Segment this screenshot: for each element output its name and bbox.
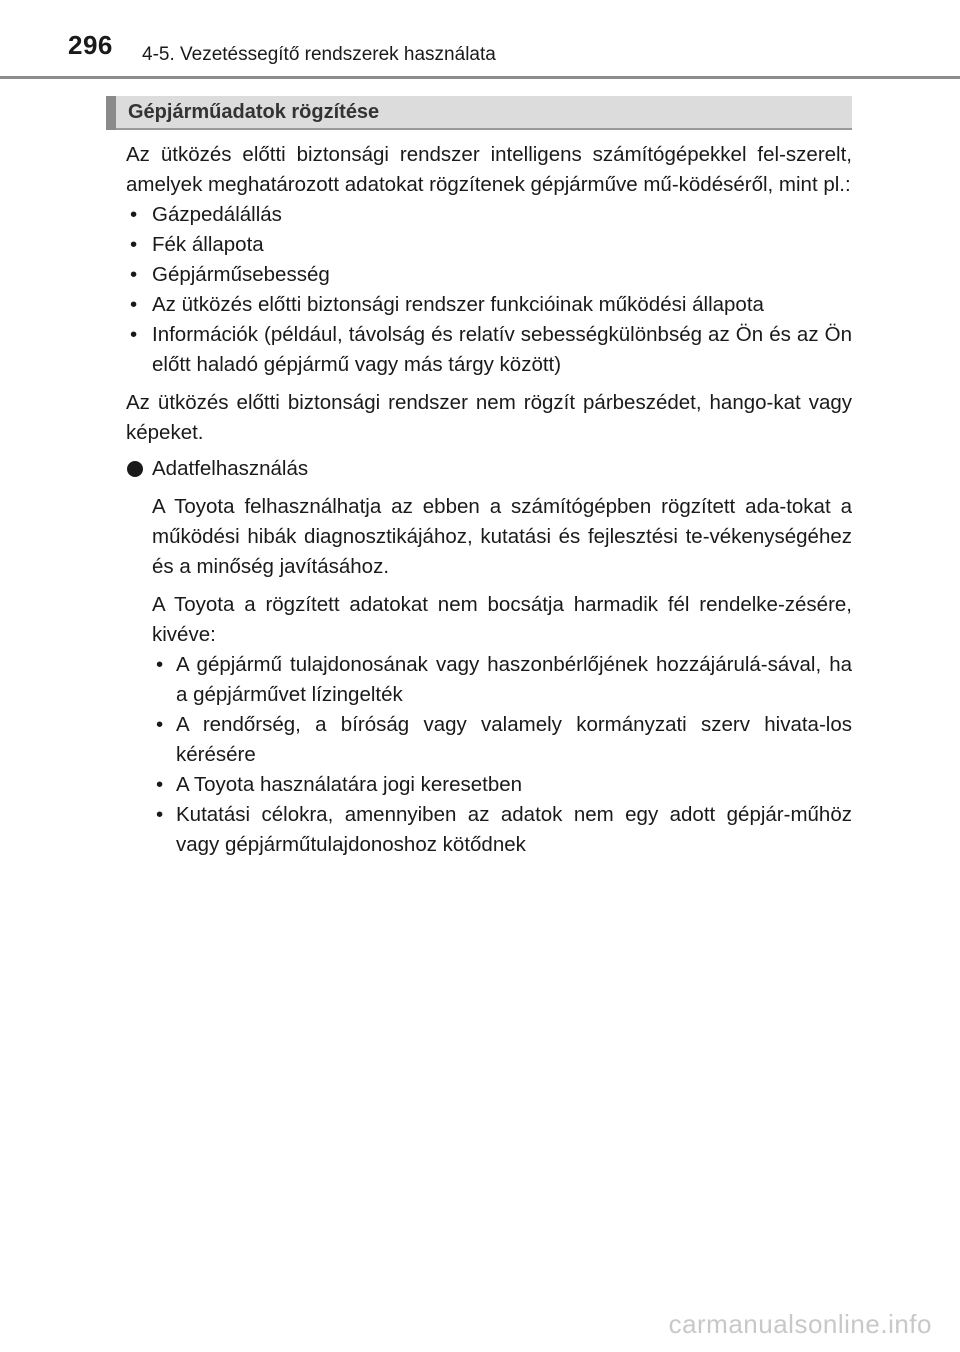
bullet-icon: • [130,293,138,316]
bullet-icon: • [130,233,138,256]
subsection-title: Adatfelhasználás [152,457,309,480]
list-item [126,200,852,230]
list-item-text: Információk (például, távolság és relatív sebességkülönbség az Ön és az Ön előtt haladó gépjármű vagy más tárgy között) [152,323,852,376]
list-item [152,800,852,860]
intro-paragraph: Az ütközés előtti biztonsági rendszer intelligens számítógépekkel fel-szerelt, amelyek meghatározott adatokat rögzítenek gépjárműve mű-ködéséről, mint pl.: [126,143,852,196]
section-heading [106,96,852,130]
bullet-icon: • [156,713,164,736]
list-item-text: A Toyota használatára jogi keresetben [176,773,523,796]
list-item [126,260,852,290]
heading-accent-bar [106,96,116,130]
list-item-text: Az ütközés előtti biztonsági rendszer funkcióinak működési állapota [152,293,764,316]
subsection-heading [126,454,852,484]
subsection-body [126,492,852,860]
recorded-data-list [126,200,852,380]
bullet-icon: • [156,803,164,826]
bullet-icon: • [130,263,138,286]
page-content [126,140,852,860]
section-title: Gépjárműadatok rögzítése [128,101,380,123]
no-record-paragraph: Az ütközés előtti biztonsági rendszer nem rögzít párbeszédet, hango-kat vagy képeket. [126,391,852,444]
section-path: 4-5. Vezetéssegítő rendszerek használata [142,44,496,65]
exceptions-list [152,650,852,860]
list-item [152,650,852,710]
list-item-text: Kutatási célokra, amennyiben az adatok nem egy adott gépjár-műhöz vagy gépjárműtulajdonoshoz kötődnek [176,803,852,856]
list-item-text: Gépjárműsebesség [152,263,330,286]
disclosure-paragraph: A Toyota a rögzített adatokat nem bocsátja harmadik fél rendelke-zésére, kivéve: [152,593,852,646]
page-number: 296 [68,30,113,60]
usage-paragraph: A Toyota felhasználhatja az ebben a számítógépben rögzített ada-tokat a működési hibák diagnosztikájához, kutatási és fejlesztési te-vékenységéhez és a minőség javításához. [152,495,852,578]
list-item-text: A gépjármű tulajdonosának vagy haszonbérlőjének hozzájárulá-sával, ha a gépjárművet lízingelték [176,653,852,706]
list-item-text: A rendőrség, a bíróság vagy valamely kormányzati szerv hivata-los kérésére [176,713,852,766]
list-item [126,290,852,320]
watermark: carmanualsonline.info [668,1309,932,1339]
list-item-text: Gázpedálállás [152,203,282,226]
bullet-icon: • [130,203,138,226]
bullet-icon: • [130,323,138,346]
list-item [152,770,852,800]
page-header [0,0,960,80]
bullet-icon: • [156,773,164,796]
filled-circle-icon [127,461,143,477]
list-item-text: Fék állapota [152,233,264,256]
header-divider [0,76,960,79]
list-item [126,230,852,260]
list-item [126,320,852,380]
bullet-icon: • [156,653,164,676]
list-item [152,710,852,770]
